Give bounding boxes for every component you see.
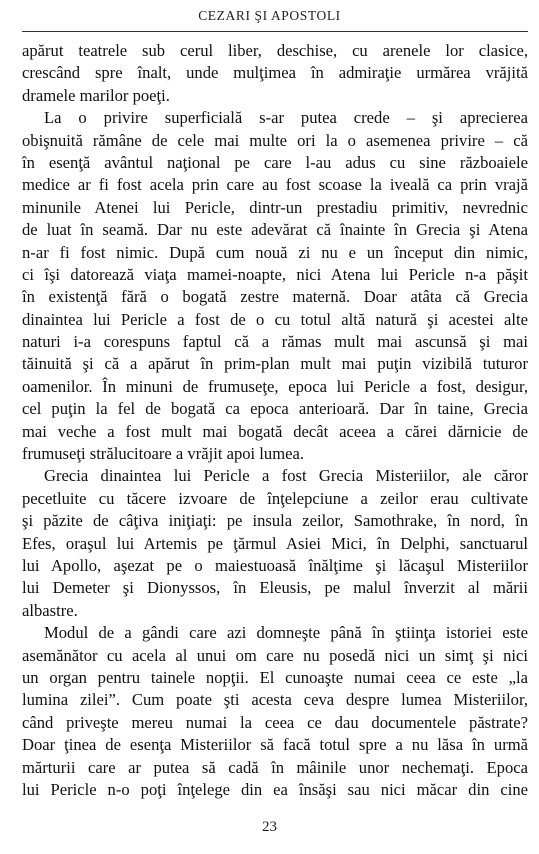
text-line: cel puţin la fel de bogată ca epoca anterioară. Dar în taine, Grecia [22,399,528,419]
text-line: medice ar fi fost acela prin care au fost scoase la iveală ca prin vrajă [22,175,528,195]
text-line: Efes, oraşul lui Artemis pe ţărmul Asiei Mici, în Delphi, sanctuarul [22,533,528,553]
text-line: obişnuită rămâne de cele mai multe ori la o asemenea privire – că [22,130,528,150]
text-line: ci îşi datorează viaţa mamei-noapte, nici Atena lui Pericle n-a păşit [22,264,528,284]
text-line: Doar ţinea de esenţa Misteriilor să facă totul spre a nu lăsa în urmă [22,735,528,755]
text-line: şi păzite de câţiva iniţiaţi: pe insula zeilor, Samothrake, în nord, în [22,511,528,531]
text-line: dinaintea lui Pericle a fost de o cu totul altă natură şi acestei alte [22,309,528,329]
text-line: apărut teatrele sub cerul liber, deschise, cu arenele lor clasice, [22,41,528,60]
text-line: un organ pentru tainele nopţii. El cunoaşte numai ceea ce este „la [22,667,528,687]
text-line: lui Pericle n-o poţi înţelege din ea însăşi sau nici măcar din cine [22,779,528,799]
text-line: La o privire superficială s-ar putea crede – şi aprecierea [44,108,528,128]
text-line: în existenţă fără o bogată zestre maternă. Doar atâta că Grecia [22,287,528,307]
text-line: mărturii care ar putea să cadă în mâinile unor nechemaţi. Epoca [22,757,528,777]
text-line: pecetluite cu tăcere izvoare de înţelepciune a zeilor erau cultivate [22,488,528,508]
paragraph [22,40,528,107]
text-line: oamenilor. În minuni de frumuseţe, epoca lui Pericle a fost, desigur, [22,376,528,396]
body-text [22,40,528,801]
text-line: asemănător cu acela al unui om care nu posedă nici un simţ şi nici [22,645,528,665]
text-line: mai veche a fost mult mai bogată decât aceea a cărei dărnicie de [22,421,528,441]
text-line: frumuseţi strălucitoare a vrăjit apoi lumea. [22,444,304,464]
text-line: dramele marilor poeţi. [22,85,170,105]
text-line: crescând spre înalt, unde mulţimea în admiraţie urmărea vrăjită [22,63,528,83]
page-number: 23 [262,819,277,835]
text-line: lui Apollo, aşezat pe o maiestuoasă înălţime şi lăcaşul Misteriilor [22,555,528,575]
text-line: naturi i-a corespuns faptul că a rămas mult mai ascunsă şi mai [22,332,528,352]
text-line: Grecia dinaintea lui Pericle a fost Grecia Misteriilor, ale căror [44,466,528,486]
paragraph [22,622,528,801]
text-line: lumina zilei”. Cum poate şti acesta ceva despre lumea Misteriilor, [22,690,528,710]
text-line: minunile Atenei lui Pericle, dintr-un prestadiu primitiv, nevrednic [22,197,528,217]
running-head: CEZARI ŞI APOSTOLI [198,8,341,23]
text-line: lui Demeter şi Dionyssos, în Eleusis, pe malul înverzit al mării [22,578,528,598]
paragraph [22,465,528,622]
text-line: albastre. [22,600,78,620]
text-line: tăinuită şi că a apărut în prim-plan mult mai puţin vizibilă tuturor [22,354,528,374]
text-line: n-ar fi fost nimic. După cum nouă zi nu e un început din nimic, [22,242,528,262]
text-line: de luat în seamă. Dar nu este adevărat că înainte în Grecia şi Atena [22,220,528,240]
paragraph [22,107,528,465]
header-rule [22,31,528,32]
text-line: când priveşte mereu numai la ceea ce dau documentele păstrate? [22,712,528,732]
text-line: în esenţă avântul naţional pe care l-au adus cu sine războaiele [22,152,528,172]
text-line: Modul de a gândi care azi domneşte până în ştiinţa istoriei este [44,623,528,643]
